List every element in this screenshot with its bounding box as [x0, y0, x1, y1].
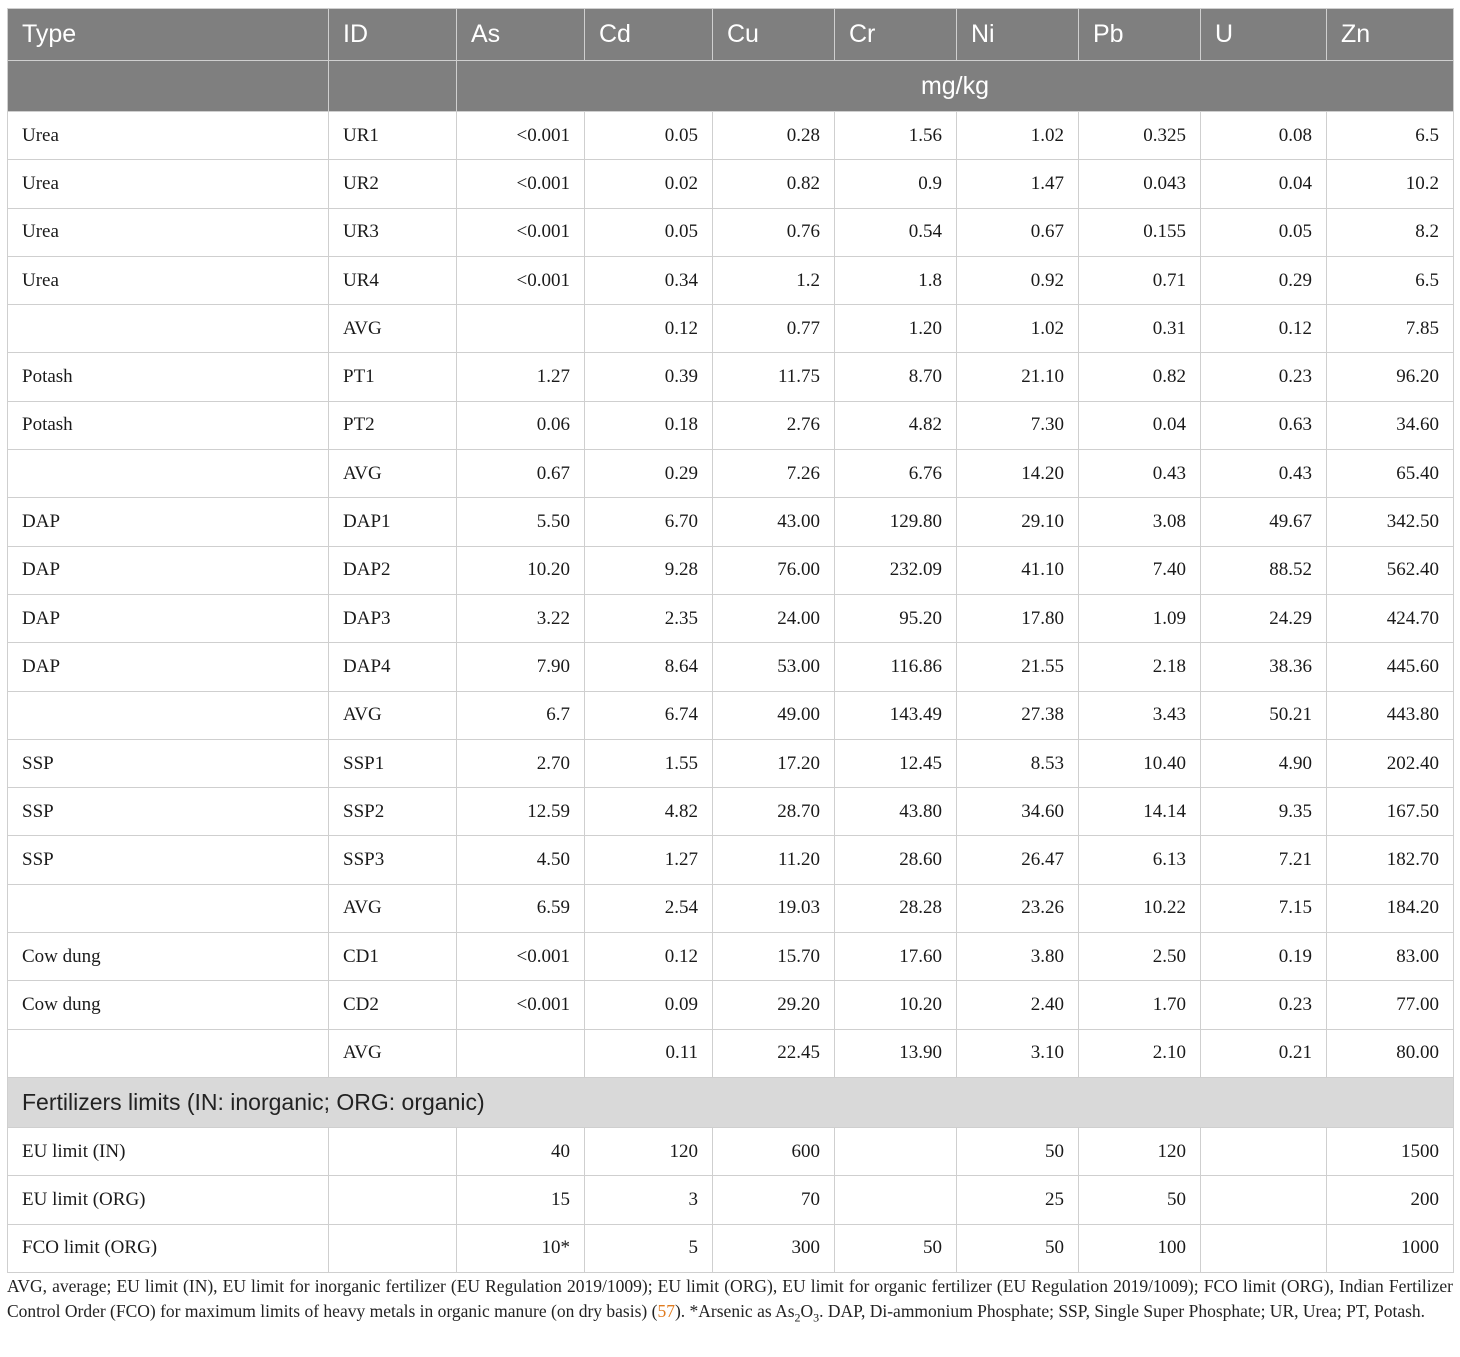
- table-row: [8, 546, 1454, 594]
- value-cell: 76.00: [713, 546, 835, 594]
- heavy-metals-table: [7, 8, 1454, 1273]
- value-cell: 0.92: [957, 256, 1079, 304]
- value-cell: 7.26: [713, 450, 835, 498]
- id-cell: SSP1: [329, 739, 457, 787]
- value-cell: 100: [1079, 1224, 1201, 1272]
- value-cell: <0.001: [457, 981, 585, 1029]
- table-row: [8, 788, 1454, 836]
- value-cell: 15: [457, 1176, 585, 1224]
- table-row: [8, 1127, 1454, 1175]
- units-label: mg/kg: [457, 61, 1454, 112]
- value-cell: 0.71: [1079, 256, 1201, 304]
- value-cell: 8.53: [957, 739, 1079, 787]
- value-cell: 41.10: [957, 546, 1079, 594]
- value-cell: 27.38: [957, 691, 1079, 739]
- id-cell: AVG: [329, 691, 457, 739]
- value-cell: 3.80: [957, 933, 1079, 981]
- value-cell: 6.74: [585, 691, 713, 739]
- value-cell: 120: [1079, 1127, 1201, 1175]
- value-cell: 19.03: [713, 884, 835, 932]
- value-cell: 2.70: [457, 739, 585, 787]
- value-cell: 202.40: [1327, 739, 1454, 787]
- value-cell: 0.155: [1079, 208, 1201, 256]
- value-cell: 1.56: [835, 112, 957, 160]
- value-cell: 7.15: [1201, 884, 1327, 932]
- value-cell: 26.47: [957, 836, 1079, 884]
- value-cell: 43.00: [713, 498, 835, 546]
- value-cell: 0.43: [1079, 450, 1201, 498]
- value-cell: 88.52: [1201, 546, 1327, 594]
- value-cell: 0.05: [1201, 208, 1327, 256]
- id-cell: AVG: [329, 305, 457, 353]
- value-cell: 8.64: [585, 643, 713, 691]
- value-cell: 0.63: [1201, 401, 1327, 449]
- value-cell: 0.34: [585, 256, 713, 304]
- value-cell: 25: [957, 1176, 1079, 1224]
- value-cell: 2.35: [585, 594, 713, 642]
- value-cell: 50.21: [1201, 691, 1327, 739]
- type-cell: Urea: [8, 256, 329, 304]
- column-header: As: [457, 9, 585, 61]
- table-row: [8, 256, 1454, 304]
- value-cell: 7.40: [1079, 546, 1201, 594]
- table-row: [8, 1029, 1454, 1077]
- value-cell: 0.18: [585, 401, 713, 449]
- value-cell: 0.12: [585, 305, 713, 353]
- value-cell: 11.75: [713, 353, 835, 401]
- value-cell: 0.08: [1201, 112, 1327, 160]
- type-cell: EU limit (ORG): [8, 1176, 329, 1224]
- table-row: [8, 160, 1454, 208]
- table-row: [8, 691, 1454, 739]
- type-cell: Cow dung: [8, 981, 329, 1029]
- value-cell: 6.59: [457, 884, 585, 932]
- value-cell: 3: [585, 1176, 713, 1224]
- value-cell: 3.10: [957, 1029, 1079, 1077]
- value-cell: 129.80: [835, 498, 957, 546]
- value-cell: [1201, 1127, 1327, 1175]
- type-cell: Potash: [8, 401, 329, 449]
- footnote-subscript-2: 3: [813, 1310, 820, 1325]
- type-cell: [8, 305, 329, 353]
- value-cell: 0.39: [585, 353, 713, 401]
- value-cell: [835, 1127, 957, 1175]
- table-row: [8, 1176, 1454, 1224]
- id-cell: SSP3: [329, 836, 457, 884]
- table-row: [8, 1224, 1454, 1272]
- column-header: Cu: [713, 9, 835, 61]
- value-cell: 23.26: [957, 884, 1079, 932]
- value-cell: 0.76: [713, 208, 835, 256]
- value-cell: 50: [957, 1127, 1079, 1175]
- value-cell: 7.90: [457, 643, 585, 691]
- type-cell: DAP: [8, 498, 329, 546]
- value-cell: <0.001: [457, 160, 585, 208]
- value-cell: 143.49: [835, 691, 957, 739]
- value-cell: 232.09: [835, 546, 957, 594]
- value-cell: 0.28: [713, 112, 835, 160]
- table-row: [8, 450, 1454, 498]
- value-cell: 0.11: [585, 1029, 713, 1077]
- value-cell: 10.20: [835, 981, 957, 1029]
- id-cell: UR3: [329, 208, 457, 256]
- value-cell: 50: [1079, 1176, 1201, 1224]
- type-cell: [8, 691, 329, 739]
- value-cell: 0.04: [1079, 401, 1201, 449]
- value-cell: 445.60: [1327, 643, 1454, 691]
- type-cell: FCO limit (ORG): [8, 1224, 329, 1272]
- column-header: Ni: [957, 9, 1079, 61]
- value-cell: 2.54: [585, 884, 713, 932]
- value-cell: 0.043: [1079, 160, 1201, 208]
- value-cell: 10.20: [457, 546, 585, 594]
- table-row: [8, 594, 1454, 642]
- id-cell: DAP4: [329, 643, 457, 691]
- table-row: [8, 836, 1454, 884]
- value-cell: 0.12: [585, 933, 713, 981]
- value-cell: <0.001: [457, 933, 585, 981]
- value-cell: <0.001: [457, 112, 585, 160]
- table-row: [8, 884, 1454, 932]
- value-cell: 0.54: [835, 208, 957, 256]
- value-cell: 4.82: [585, 788, 713, 836]
- value-cell: 0.9: [835, 160, 957, 208]
- value-cell: 0.82: [1079, 353, 1201, 401]
- limits-section-row: [8, 1077, 1454, 1127]
- value-cell: 184.20: [1327, 884, 1454, 932]
- value-cell: 6.76: [835, 450, 957, 498]
- value-cell: 0.325: [1079, 112, 1201, 160]
- value-cell: 443.80: [1327, 691, 1454, 739]
- value-cell: 116.86: [835, 643, 957, 691]
- units-spacer-type: [8, 61, 329, 112]
- units-spacer-id: [329, 61, 457, 112]
- value-cell: 6.13: [1079, 836, 1201, 884]
- value-cell: 6.7: [457, 691, 585, 739]
- id-cell: AVG: [329, 450, 457, 498]
- value-cell: 49.67: [1201, 498, 1327, 546]
- value-cell: 24.00: [713, 594, 835, 642]
- value-cell: 182.70: [1327, 836, 1454, 884]
- table-row: [8, 112, 1454, 160]
- value-cell: 0.29: [1201, 256, 1327, 304]
- value-cell: 4.82: [835, 401, 957, 449]
- value-cell: 1500: [1327, 1127, 1454, 1175]
- type-cell: Urea: [8, 112, 329, 160]
- value-cell: 7.30: [957, 401, 1079, 449]
- id-cell: AVG: [329, 884, 457, 932]
- value-cell: 29.20: [713, 981, 835, 1029]
- value-cell: 10.22: [1079, 884, 1201, 932]
- value-cell: 200: [1327, 1176, 1454, 1224]
- value-cell: 8.2: [1327, 208, 1454, 256]
- table-row: [8, 981, 1454, 1029]
- value-cell: 83.00: [1327, 933, 1454, 981]
- value-cell: 50: [835, 1224, 957, 1272]
- value-cell: 9.35: [1201, 788, 1327, 836]
- value-cell: 17.80: [957, 594, 1079, 642]
- value-cell: 1.20: [835, 305, 957, 353]
- id-cell: UR4: [329, 256, 457, 304]
- table-row: [8, 353, 1454, 401]
- id-cell: [329, 1176, 457, 1224]
- value-cell: 600: [713, 1127, 835, 1175]
- footnote-text-1: AVG, average; EU limit (IN), EU limit for inorganic fertilizer (EU Regulation 2019/1009); EU limit (ORG), EU limit for organic fertilizer (EU Regulation 2019/1009); FCO limit (ORG), Indian Fertilizer Control Order (FCO) for maximum limits of heavy metals in organic manure (on dry basis) (: [7, 1276, 1453, 1321]
- id-cell: DAP2: [329, 546, 457, 594]
- value-cell: 0.02: [585, 160, 713, 208]
- value-cell: 14.20: [957, 450, 1079, 498]
- value-cell: [1201, 1224, 1327, 1272]
- reference-link[interactable]: 57: [657, 1301, 675, 1321]
- type-cell: SSP: [8, 739, 329, 787]
- table-body: [8, 112, 1454, 1273]
- value-cell: 8.70: [835, 353, 957, 401]
- type-cell: Potash: [8, 353, 329, 401]
- type-cell: SSP: [8, 788, 329, 836]
- value-cell: 1.27: [457, 353, 585, 401]
- value-cell: 34.60: [957, 788, 1079, 836]
- value-cell: 80.00: [1327, 1029, 1454, 1077]
- value-cell: 21.10: [957, 353, 1079, 401]
- value-cell: 34.60: [1327, 401, 1454, 449]
- value-cell: 6.70: [585, 498, 713, 546]
- value-cell: 0.29: [585, 450, 713, 498]
- value-cell: 0.67: [457, 450, 585, 498]
- type-cell: Cow dung: [8, 933, 329, 981]
- value-cell: 49.00: [713, 691, 835, 739]
- value-cell: 50: [957, 1224, 1079, 1272]
- value-cell: 1.47: [957, 160, 1079, 208]
- id-cell: SSP2: [329, 788, 457, 836]
- value-cell: 95.20: [835, 594, 957, 642]
- value-cell: 1.02: [957, 305, 1079, 353]
- value-cell: 2.18: [1079, 643, 1201, 691]
- id-cell: AVG: [329, 1029, 457, 1077]
- value-cell: 3.22: [457, 594, 585, 642]
- value-cell: 70: [713, 1176, 835, 1224]
- value-cell: 24.29: [1201, 594, 1327, 642]
- type-cell: [8, 450, 329, 498]
- column-header: ID: [329, 9, 457, 61]
- column-header: Zn: [1327, 9, 1454, 61]
- value-cell: 0.04: [1201, 160, 1327, 208]
- table-row: [8, 933, 1454, 981]
- id-cell: PT1: [329, 353, 457, 401]
- value-cell: 3.08: [1079, 498, 1201, 546]
- type-cell: [8, 884, 329, 932]
- value-cell: 9.28: [585, 546, 713, 594]
- column-header: U: [1201, 9, 1327, 61]
- value-cell: 1.02: [957, 112, 1079, 160]
- value-cell: 0.06: [457, 401, 585, 449]
- id-cell: PT2: [329, 401, 457, 449]
- value-cell: 562.40: [1327, 546, 1454, 594]
- value-cell: <0.001: [457, 208, 585, 256]
- limits-section-title: Fertilizers limits (IN: inorganic; ORG: organic): [8, 1077, 1454, 1127]
- value-cell: 1.2: [713, 256, 835, 304]
- value-cell: [457, 1029, 585, 1077]
- type-cell: DAP: [8, 594, 329, 642]
- value-cell: 300: [713, 1224, 835, 1272]
- value-cell: 28.28: [835, 884, 957, 932]
- value-cell: 1000: [1327, 1224, 1454, 1272]
- column-header: Type: [8, 9, 329, 61]
- units-row: [8, 61, 1454, 112]
- column-header: Pb: [1079, 9, 1201, 61]
- value-cell: 424.70: [1327, 594, 1454, 642]
- value-cell: 120: [585, 1127, 713, 1175]
- value-cell: 0.09: [585, 981, 713, 1029]
- id-cell: UR1: [329, 112, 457, 160]
- value-cell: 15.70: [713, 933, 835, 981]
- table-row: [8, 401, 1454, 449]
- id-cell: CD2: [329, 981, 457, 1029]
- id-cell: DAP1: [329, 498, 457, 546]
- value-cell: 0.19: [1201, 933, 1327, 981]
- value-cell: 7.21: [1201, 836, 1327, 884]
- value-cell: 0.82: [713, 160, 835, 208]
- id-cell: [329, 1224, 457, 1272]
- footnote-subscript-1: 2: [794, 1310, 801, 1325]
- value-cell: 96.20: [1327, 353, 1454, 401]
- id-cell: DAP3: [329, 594, 457, 642]
- value-cell: 342.50: [1327, 498, 1454, 546]
- value-cell: 12.59: [457, 788, 585, 836]
- value-cell: 0.67: [957, 208, 1079, 256]
- value-cell: 0.31: [1079, 305, 1201, 353]
- value-cell: 10.40: [1079, 739, 1201, 787]
- value-cell: 22.45: [713, 1029, 835, 1077]
- value-cell: 0.23: [1201, 353, 1327, 401]
- value-cell: 65.40: [1327, 450, 1454, 498]
- table-row: [8, 739, 1454, 787]
- value-cell: 4.50: [457, 836, 585, 884]
- value-cell: 13.90: [835, 1029, 957, 1077]
- footnote-text-3: O: [800, 1301, 814, 1321]
- table-container: [7, 8, 1453, 1273]
- value-cell: 1.70: [1079, 981, 1201, 1029]
- type-cell: Urea: [8, 208, 329, 256]
- type-cell: EU limit (IN): [8, 1127, 329, 1175]
- value-cell: 167.50: [1327, 788, 1454, 836]
- value-cell: 4.90: [1201, 739, 1327, 787]
- id-cell: CD1: [329, 933, 457, 981]
- table-row: [8, 208, 1454, 256]
- footnote-text-2: ). *Arsenic as As: [674, 1301, 795, 1321]
- value-cell: 14.14: [1079, 788, 1201, 836]
- table-row: [8, 643, 1454, 691]
- value-cell: 43.80: [835, 788, 957, 836]
- value-cell: 0.05: [585, 208, 713, 256]
- value-cell: 17.60: [835, 933, 957, 981]
- value-cell: 6.5: [1327, 256, 1454, 304]
- value-cell: 0.23: [1201, 981, 1327, 1029]
- value-cell: 5.50: [457, 498, 585, 546]
- table-footnote: [7, 1274, 1453, 1331]
- value-cell: 1.55: [585, 739, 713, 787]
- value-cell: [457, 305, 585, 353]
- type-cell: DAP: [8, 643, 329, 691]
- value-cell: 77.00: [1327, 981, 1454, 1029]
- value-cell: 2.40: [957, 981, 1079, 1029]
- value-cell: 1.8: [835, 256, 957, 304]
- value-cell: 11.20: [713, 836, 835, 884]
- value-cell: 53.00: [713, 643, 835, 691]
- value-cell: 0.77: [713, 305, 835, 353]
- value-cell: 1.27: [585, 836, 713, 884]
- value-cell: 0.05: [585, 112, 713, 160]
- value-cell: <0.001: [457, 256, 585, 304]
- value-cell: [1201, 1176, 1327, 1224]
- value-cell: 5: [585, 1224, 713, 1272]
- value-cell: 2.10: [1079, 1029, 1201, 1077]
- column-header: Cd: [585, 9, 713, 61]
- column-header: Cr: [835, 9, 957, 61]
- header-row: [8, 9, 1454, 61]
- value-cell: 7.85: [1327, 305, 1454, 353]
- id-cell: UR2: [329, 160, 457, 208]
- value-cell: 28.70: [713, 788, 835, 836]
- type-cell: Urea: [8, 160, 329, 208]
- value-cell: 40: [457, 1127, 585, 1175]
- value-cell: 38.36: [1201, 643, 1327, 691]
- value-cell: 29.10: [957, 498, 1079, 546]
- value-cell: [835, 1176, 957, 1224]
- type-cell: DAP: [8, 546, 329, 594]
- value-cell: 2.50: [1079, 933, 1201, 981]
- value-cell: 10.2: [1327, 160, 1454, 208]
- value-cell: 0.12: [1201, 305, 1327, 353]
- value-cell: 17.20: [713, 739, 835, 787]
- value-cell: 0.21: [1201, 1029, 1327, 1077]
- table-row: [8, 498, 1454, 546]
- value-cell: 1.09: [1079, 594, 1201, 642]
- type-cell: [8, 1029, 329, 1077]
- type-cell: SSP: [8, 836, 329, 884]
- value-cell: 21.55: [957, 643, 1079, 691]
- value-cell: 0.43: [1201, 450, 1327, 498]
- value-cell: 3.43: [1079, 691, 1201, 739]
- id-cell: [329, 1127, 457, 1175]
- value-cell: 28.60: [835, 836, 957, 884]
- table-row: [8, 305, 1454, 353]
- value-cell: 6.5: [1327, 112, 1454, 160]
- value-cell: 12.45: [835, 739, 957, 787]
- value-cell: 2.76: [713, 401, 835, 449]
- value-cell: 10*: [457, 1224, 585, 1272]
- footnote-text-4: . DAP, Di-ammonium Phosphate; SSP, Single Super Phosphate; UR, Urea; PT, Potash.: [819, 1301, 1426, 1321]
